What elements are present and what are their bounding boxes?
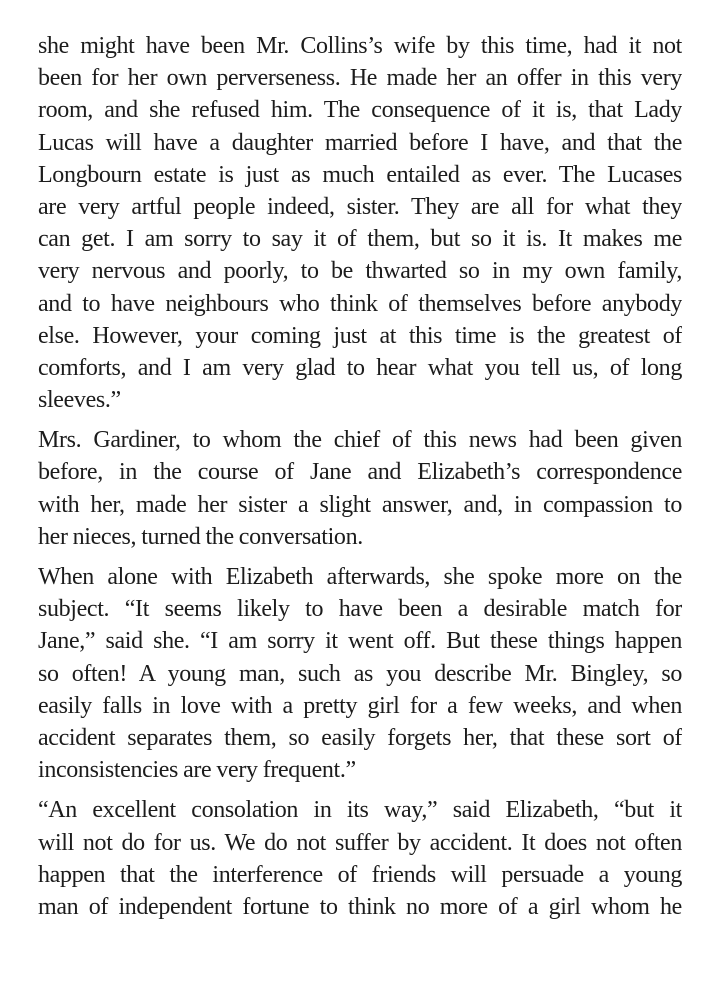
text-line: will not do for us. We do not suffer by accident. It does not often	[38, 829, 682, 856]
text-line: easily falls in love with a pretty girl for a few weeks, and when	[38, 692, 682, 719]
text-line: very nervous and poorly, to be thwarted so in my own family,	[38, 258, 682, 285]
text-line: accident separates them, so easily forgets her, that these sort of	[38, 724, 682, 751]
text-line: she might have been Mr. Collins’s wife by this time, had it not	[38, 33, 682, 59]
text-line: inconsistencies are very frequent.”	[38, 757, 356, 784]
text-line: been for her own perverseness. He made her an offer in this very	[38, 65, 682, 92]
text-line: happen that the interference of friends will persuade a young	[38, 861, 682, 888]
text-line: room, and she refused him. The consequence of it is, that Lady	[38, 97, 682, 124]
text-line: else. However, your coming just at this time is the greatest of	[38, 322, 682, 349]
text-line: can get. I am sorry to say it of them, but so it is. It makes me	[38, 226, 682, 253]
text-line: comforts, and I am very glad to hear what you tell us, of long	[38, 354, 682, 381]
text-line: sleeves.”	[38, 387, 121, 414]
text-line: Mrs. Gardiner, to whom the chief of this news had been given	[38, 427, 682, 454]
book-page-text	[38, 30, 682, 931]
paragraph-mrs-bennet-complaint	[38, 30, 682, 416]
paragraph-gardiner-elizabeth-talk	[38, 561, 682, 786]
text-line: Lucas will have a daughter married before I have, and that the	[38, 129, 682, 156]
text-line: so often! A young man, such as you describe Mr. Bingley, so	[38, 660, 682, 687]
text-line: When alone with Elizabeth afterwards, she spoke more on the	[38, 564, 682, 590]
text-line: “An excellent consolation in its way,” said Elizabeth, “but it	[38, 797, 682, 824]
text-line: Jane,” said she. “I am sorry it went off. But these things happen	[38, 628, 682, 655]
text-line: her nieces, turned the conversation.	[38, 523, 363, 550]
text-line: Longbourn estate is just as much entailed as ever. The Lucases	[38, 161, 682, 188]
text-line: and to have neighbours who think of themselves before anybody	[38, 290, 682, 317]
text-line: subject. “It seems likely to have been a desirable match for	[38, 596, 682, 623]
paragraph-elizabeth-reply	[38, 794, 682, 923]
text-line: before, in the course of Jane and Elizabeth’s correspondence	[38, 459, 682, 486]
text-line: man of independent fortune to think no more of a girl whom he	[38, 893, 682, 920]
text-line: with her, made her sister a slight answer, and, in compassion to	[38, 491, 682, 518]
paragraph-mrs-gardiner-answer	[38, 424, 682, 553]
text-line: are very artful people indeed, sister. They are all for what they	[38, 193, 682, 220]
